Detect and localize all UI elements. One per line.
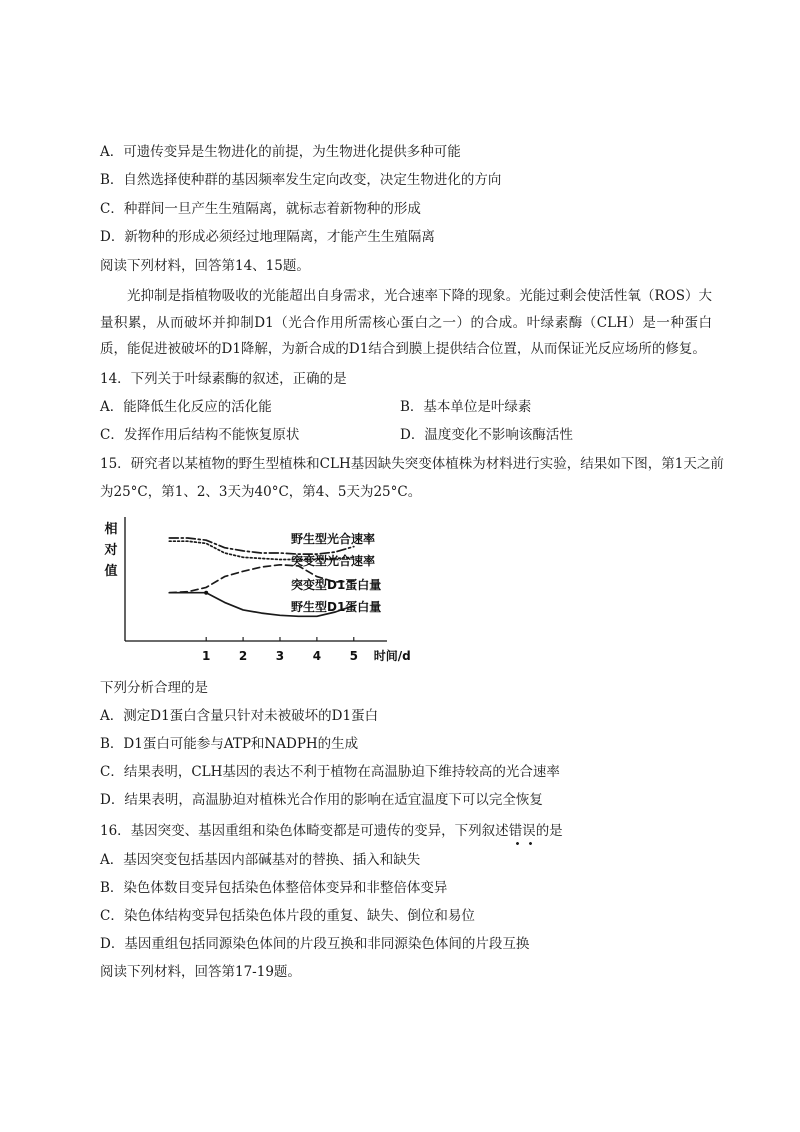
- x-tick-label: 5: [349, 649, 358, 663]
- q15-option-d: D．结果表明，高温胁迫对植株光合作用的影响在适宜温度下可以完全恢复: [100, 792, 543, 808]
- q16-stem-emphasis: 错误: [508, 823, 536, 839]
- q16-stem-pre: 16．基因突变、基因重组和染色体畸变都是可遗传的变异，下列叙述: [100, 823, 509, 839]
- y-axis-label-char: 值: [104, 564, 118, 579]
- x-tick-label: 3: [275, 649, 285, 663]
- reading-passage: 光抑制是指植物吸收的光能超出自身需求，光合速率下降的现象。光能过剩会使活性氧（ROS）大量积累，从而破坏并抑制D1（光合作用所需核心蛋白之一）的合成。叶绿素酶（CLH）是一种蛋白质，能促进被破坏的D1降解，为新合成的D1结合到膜上提供结合位置，从而保证光反应场所的修复。: [100, 288, 712, 357]
- line-chart: [95, 515, 415, 670]
- y-axis-label-char: 相: [104, 522, 118, 537]
- q15-after-chart: 下列分析合理的是: [100, 680, 208, 696]
- q16-option-c: C．染色体结构变异包括染色体片段的重复、缺失、倒位和易位: [100, 908, 475, 924]
- q14-option-d: D．温度变化不影响该酶活性: [400, 427, 573, 443]
- q14-option-c: C．发挥作用后结构不能恢复原状: [100, 427, 300, 443]
- q14-option-a: A．能降低生化反应的活化能: [100, 399, 272, 415]
- q15-option-b: B．D1蛋白可能参与ATP和NADPH的生成: [100, 736, 359, 752]
- series-label: 突变型光合速率: [291, 554, 376, 568]
- x-tick-label: 2: [238, 649, 248, 663]
- series-label: 突变型D1蛋白量: [291, 578, 382, 592]
- q15-stem-line1: 15．研究者以某植物的野生型植株和CLH基因缺失突变体植株为材料进行实验，结果如下图，第1天之前: [100, 456, 724, 472]
- q15-option-c: C．结果表明，CLH基因的表达不利于植物在高温胁迫下维持较高的光合速率: [100, 764, 560, 780]
- q16-option-a: A．基因突变包括基因内部碱基对的替换、插入和缺失: [100, 852, 421, 868]
- series-label: 野生型D1蛋白量: [291, 600, 382, 614]
- q16-option-b: B．染色体数目变异包括染色体整倍体变异和非整倍体变异: [100, 880, 448, 896]
- intro-14-15: 阅读下列材料，回答第14、15题。: [100, 258, 310, 274]
- chart-labels: [103, 521, 410, 663]
- q15-option-a: A．测定D1蛋白含量只针对未被破坏的D1蛋白: [100, 708, 379, 724]
- intro-17-19: 阅读下列材料，回答第17-19题。: [100, 964, 301, 980]
- q14-stem: 14．下列关于叶绿素酶的叙述，正确的是: [100, 371, 347, 387]
- y-axis-label-char: 对: [104, 543, 118, 558]
- x-axis-label: 时间/d: [373, 649, 411, 663]
- series-point: [204, 591, 208, 595]
- q14-option-b: B．基本单位是叶绿素: [400, 399, 532, 415]
- q13-option-c: C．种群间一旦产生生殖隔离，就标志着新物种的形成: [100, 201, 421, 217]
- q16-stem: [100, 822, 563, 840]
- q13-option-a: A．可遗传变异是生物进化的前提，为生物进化提供多种可能: [100, 144, 461, 160]
- x-tick-label: 1: [202, 649, 211, 663]
- x-tick-label: 4: [312, 649, 322, 663]
- q16-stem-post: 的是: [535, 823, 563, 839]
- q13-option-b: B．自然选择使种群的基因频率发生定向改变，决定生物进化的方向: [100, 172, 502, 188]
- series-label: 野生型光合速率: [291, 532, 376, 546]
- q15-stem-line2: 为25°C，第1、2、3天为40°C，第4、5天为25°C。: [100, 484, 422, 500]
- q16-option-d: D．基因重组包括同源染色体间的片段互换和非同源染色体间的片段互换: [100, 936, 530, 952]
- q13-option-d: D．新物种的形成必须经过地理隔离，才能产生生殖隔离: [100, 229, 435, 245]
